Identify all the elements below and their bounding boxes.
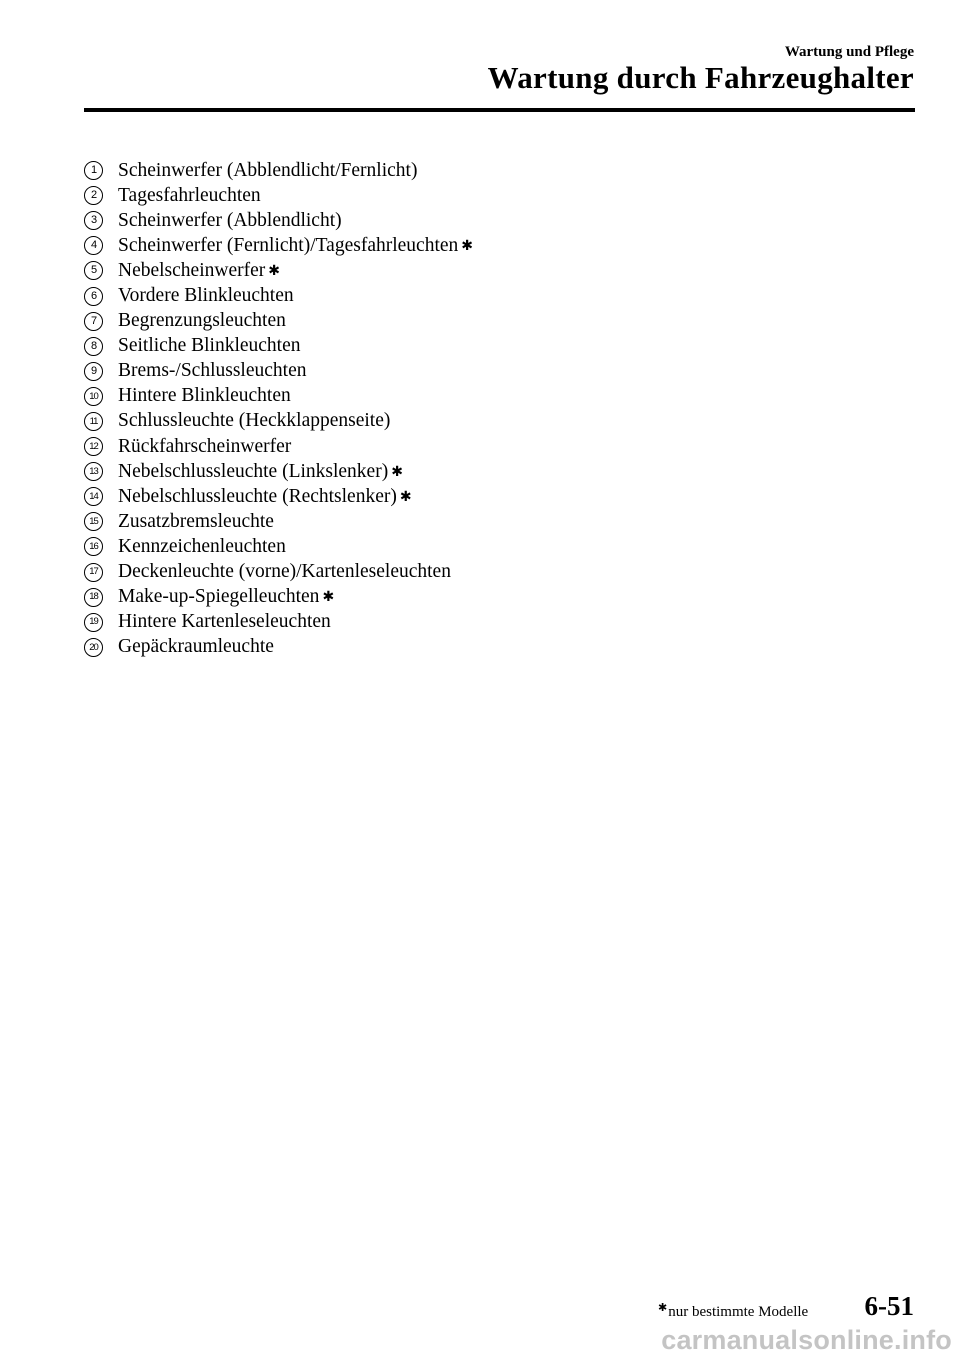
legend-item-text: Seitliche Blinkleuchten: [118, 335, 301, 357]
number-circle: 18: [84, 588, 103, 607]
number-circle: 14: [84, 487, 103, 506]
number-circle: 17: [84, 563, 103, 582]
number-circle: 13: [84, 462, 103, 481]
legend-item-text: Nebelschlussleuchte (Rechtslenker): [118, 485, 397, 507]
star-icon: ✱: [322, 589, 335, 606]
footer-note-text: nur bestimmte Modelle: [668, 1304, 809, 1320]
number-circle: 15: [84, 512, 103, 531]
footer-note: [658, 1301, 808, 1321]
number-circle: 16: [84, 537, 103, 556]
number-circle: 1: [84, 161, 103, 180]
title-rule: [84, 108, 915, 112]
legend-item: [84, 233, 473, 258]
legend-item-text: Nebelscheinwerfer: [118, 259, 266, 281]
legend-item: [84, 283, 473, 308]
page-title: Wartung durch Fahrzeughalter: [487, 60, 914, 95]
legend-item-text: Hintere Blinkleuchten: [118, 385, 291, 407]
legend-item-text: Kennzeichenleuchten: [118, 535, 286, 557]
legend-item-text: Scheinwerfer (Abblendlicht): [118, 209, 342, 231]
legend-item-text: Scheinwerfer (Abblendlicht/Fernlicht): [118, 159, 418, 181]
number-circle: 19: [84, 613, 103, 632]
legend-item-text: Zusatzbremsleuchte: [118, 510, 274, 532]
legend-item: [84, 509, 473, 534]
star-icon: ✱: [461, 237, 474, 254]
section-label: Wartung und Pflege: [784, 44, 914, 60]
legend-item: [84, 309, 473, 334]
number-circle: 7: [84, 312, 103, 331]
number-circle: 3: [84, 211, 103, 230]
legend-item: [84, 585, 473, 610]
legend-item-text: Tagesfahrleuchten: [118, 184, 261, 206]
legend-item-text: Make-up-Spiegelleuchten: [118, 586, 320, 608]
star-icon: ✱: [658, 1301, 668, 1314]
legend-item: [84, 560, 473, 585]
legend-item: [84, 258, 473, 283]
number-circle: 9: [84, 362, 103, 381]
legend-item-text: Scheinwerfer (Fernlicht)/Tagesfahrleuchten: [118, 234, 459, 256]
legend-item: [84, 610, 473, 635]
legend-item-text: Rückfahrscheinwerfer: [118, 435, 292, 457]
legend-item-text: Brems-/Schlussleuchten: [118, 360, 307, 382]
legend-item-text: Vordere Blinkleuchten: [118, 285, 294, 307]
watermark[interactable]: carmanualsonline.info: [661, 1325, 952, 1355]
page-number: 6-51: [864, 1291, 914, 1321]
legend-item: [84, 635, 473, 660]
legend-item: [84, 484, 473, 509]
legend-item: [84, 534, 473, 559]
star-icon: ✱: [391, 463, 403, 480]
legend-item: [84, 334, 473, 359]
legend-item: [84, 434, 473, 459]
number-circle: 12: [84, 437, 103, 456]
legend-item-text: Gepäckraumleuchte: [118, 636, 274, 658]
legend-item-text: Schlussleuchte (Heckklappenseite): [118, 410, 391, 432]
star-icon: ✱: [268, 262, 280, 279]
legend-item: [84, 208, 473, 233]
number-circle: 20: [84, 638, 103, 657]
legend-item: [84, 409, 473, 434]
legend-list: [84, 158, 473, 660]
legend-item: [84, 158, 473, 183]
number-circle: 4: [84, 236, 103, 255]
legend-item: [84, 384, 473, 409]
legend-item: [84, 459, 473, 484]
legend-item: [84, 183, 473, 208]
number-circle: 5: [84, 261, 103, 280]
number-circle: 2: [84, 186, 103, 205]
legend-item-text: Hintere Kartenleseleuchten: [118, 611, 331, 633]
star-icon: ✱: [399, 488, 412, 505]
number-circle: 6: [84, 287, 103, 306]
number-circle: 10: [84, 387, 103, 406]
legend-item-text: Begrenzungsleuchten: [118, 310, 286, 332]
legend-item-text: Deckenleuchte (vorne)/Kartenleseleuchten: [118, 561, 451, 583]
number-circle: 11: [84, 412, 103, 431]
number-circle: 8: [84, 337, 103, 356]
legend-item-text: Nebelschlussleuchte (Linkslenker): [118, 460, 389, 482]
legend-item: [84, 359, 473, 384]
